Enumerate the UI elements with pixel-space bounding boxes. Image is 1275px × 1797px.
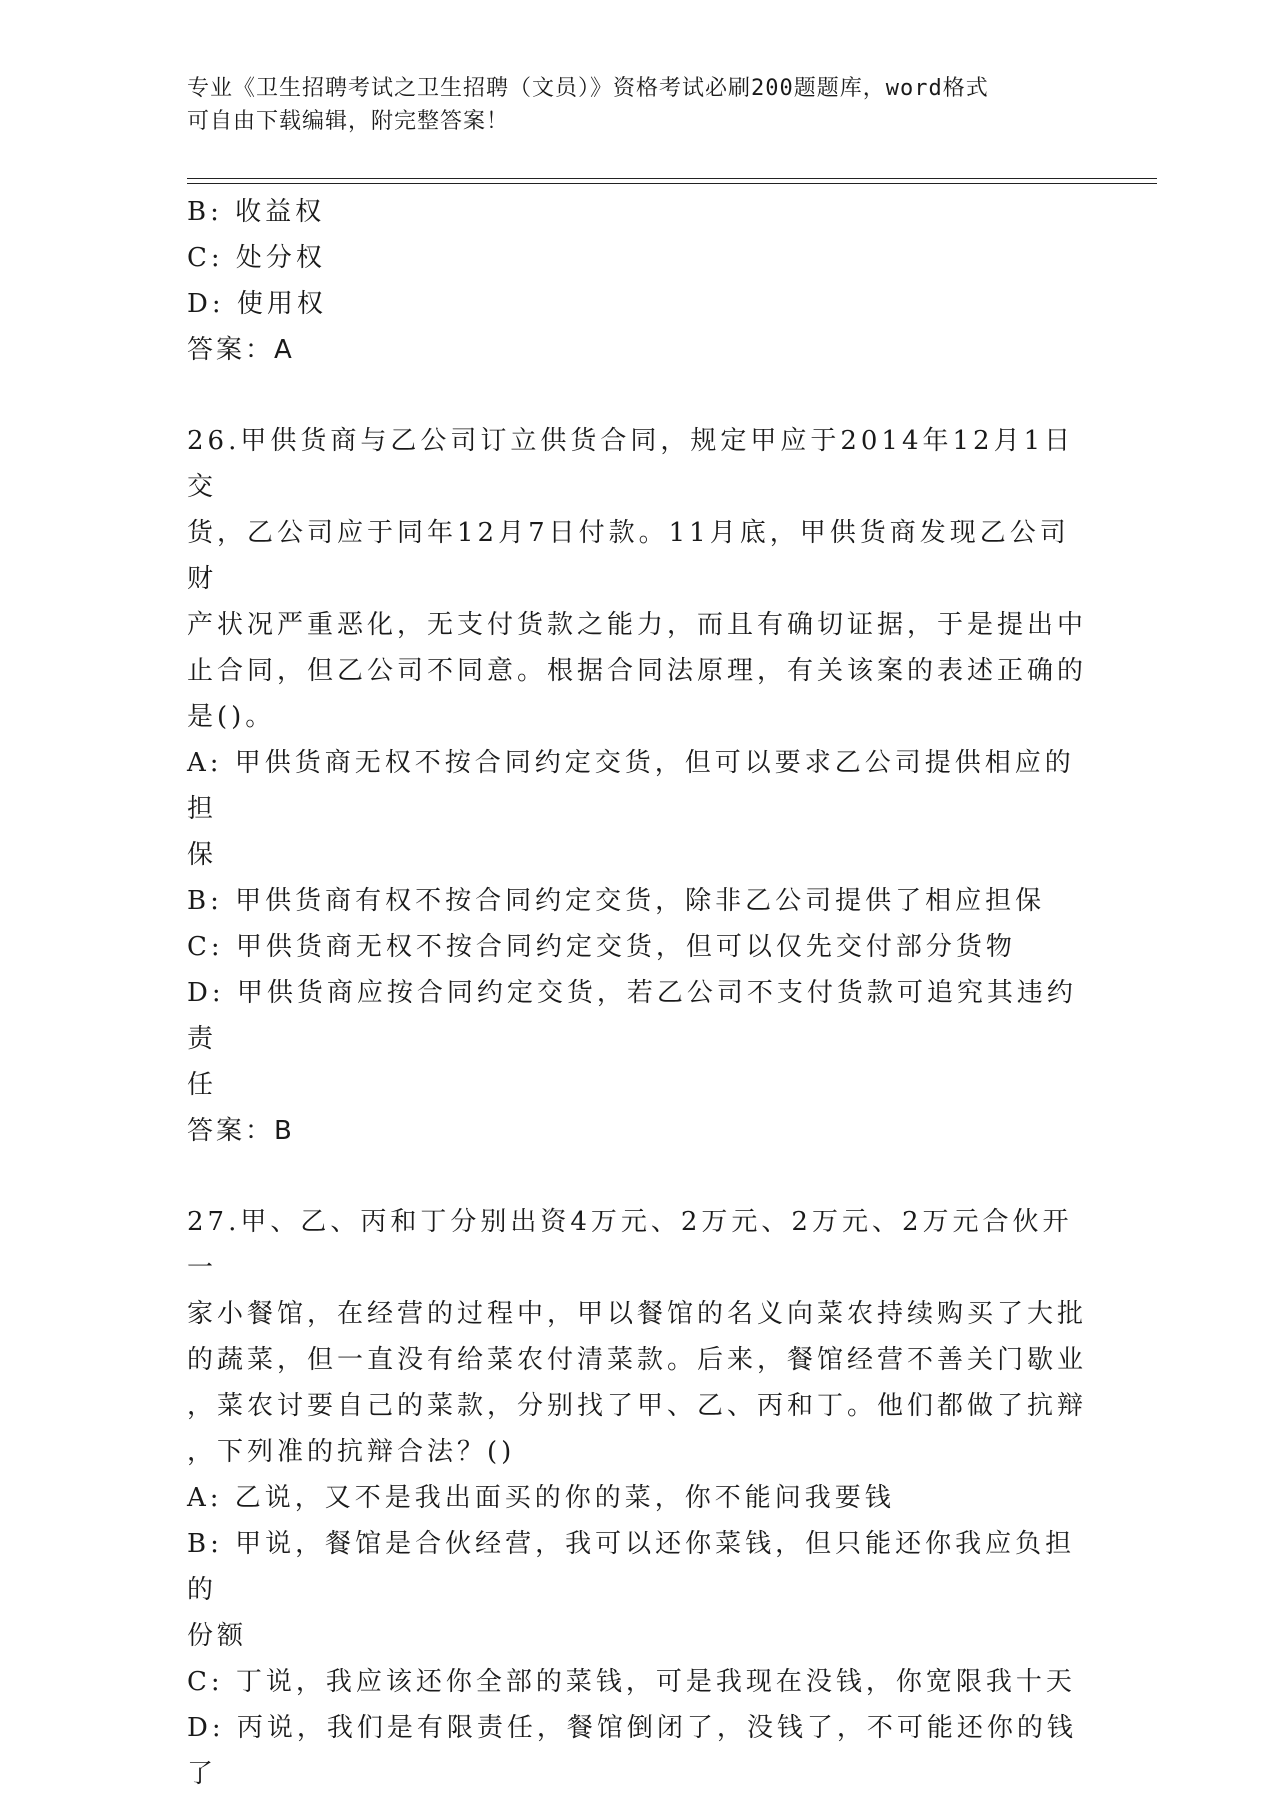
question-stem-line: 是()。 <box>187 702 276 732</box>
page-header <box>187 72 1087 138</box>
question-stem-line: ，下列准的抗辩合法？() <box>187 1437 516 1467</box>
option-c: C: 处分权 <box>187 243 326 273</box>
header-title-line-2: 可自由下载编辑，附完整答案！ <box>187 109 510 134</box>
question-stem-line: 26.甲供货商与乙公司订立供货合同，规定甲应于2014年12月1日交 <box>187 426 1075 502</box>
question-stem-line: 货，乙公司应于同年12月7日付款。11月底，甲供货商发现乙公司财 <box>187 518 1070 594</box>
option-a-continued: 保 <box>187 840 218 870</box>
option-a: A: 甲供货商无权不按合同约定交货，但可以要求乙公司提供相应的担 <box>187 748 1075 824</box>
option-b-continued: 份额 <box>187 1621 248 1651</box>
option-d: D: 使用权 <box>187 289 327 319</box>
option-d: D: 甲供货商应按合同约定交货，若乙公司不支付货款可追究其违约责 <box>187 978 1077 1054</box>
option-b: B: 甲供货商有权不按合同约定交货，除非乙公司提供了相应担保 <box>187 886 1046 916</box>
answer-label: 答案：A <box>187 335 295 365</box>
question-26 <box>187 418 1087 1154</box>
question-27 <box>187 1199 1087 1797</box>
spacer <box>187 1154 1087 1199</box>
option-a: A: 乙说，又不是我出面买的你的菜，你不能问我要钱 <box>187 1483 895 1513</box>
option-c: C: 甲供货商无权不按合同约定交货，但可以仅先交付部分货物 <box>187 932 1016 962</box>
option-b: B: 甲说，餐馆是合伙经营，我可以还你菜钱，但只能还你我应负担的 <box>187 1529 1076 1605</box>
spacer <box>187 373 1087 418</box>
option-b: B: 收益权 <box>187 197 326 227</box>
question-stem-line: 止合同，但乙公司不同意。根据合同法原理，有关该案的表述正确的 <box>187 656 1088 686</box>
question-stem-line: ，菜农讨要自己的菜款，分别找了甲、乙、丙和丁。他们都做了抗辩 <box>187 1391 1088 1421</box>
question-stem-line: 家小餐馆，在经营的过程中，甲以餐馆的名义向菜农持续购买了大批 <box>187 1299 1088 1329</box>
option-c: C: 丁说，我应该还你全部的菜钱，可是我现在没钱，你宽限我十天 <box>187 1667 1076 1697</box>
document-body <box>187 189 1087 1797</box>
header-divider-top <box>187 178 1157 179</box>
header-divider-bottom <box>187 183 1157 184</box>
question-stem-line: 27.甲、乙、丙和丁分别出资4万元、2万元、2万元、2万元合伙开一 <box>187 1207 1073 1283</box>
question-stem-line: 的蔬菜，但一直没有给菜农付清菜款。后来，餐馆经营不善关门歇业 <box>187 1345 1088 1375</box>
option-d-continued: 任 <box>187 1070 218 1100</box>
option-d: D: 丙说，我们是有限责任，餐馆倒闭了，没钱了，不可能还你的钱了 <box>187 1713 1077 1789</box>
header-title-line-1: 专业《卫生招聘考试之卫生招聘（文员）》资格考试必刷200题题库，word格式 <box>187 76 989 101</box>
question-25-tail <box>187 189 1087 373</box>
answer-label: 答案：B <box>187 1116 295 1146</box>
question-stem-line: 产状况严重恶化，无支付货款之能力，而且有确切证据，于是提出中 <box>187 610 1088 640</box>
